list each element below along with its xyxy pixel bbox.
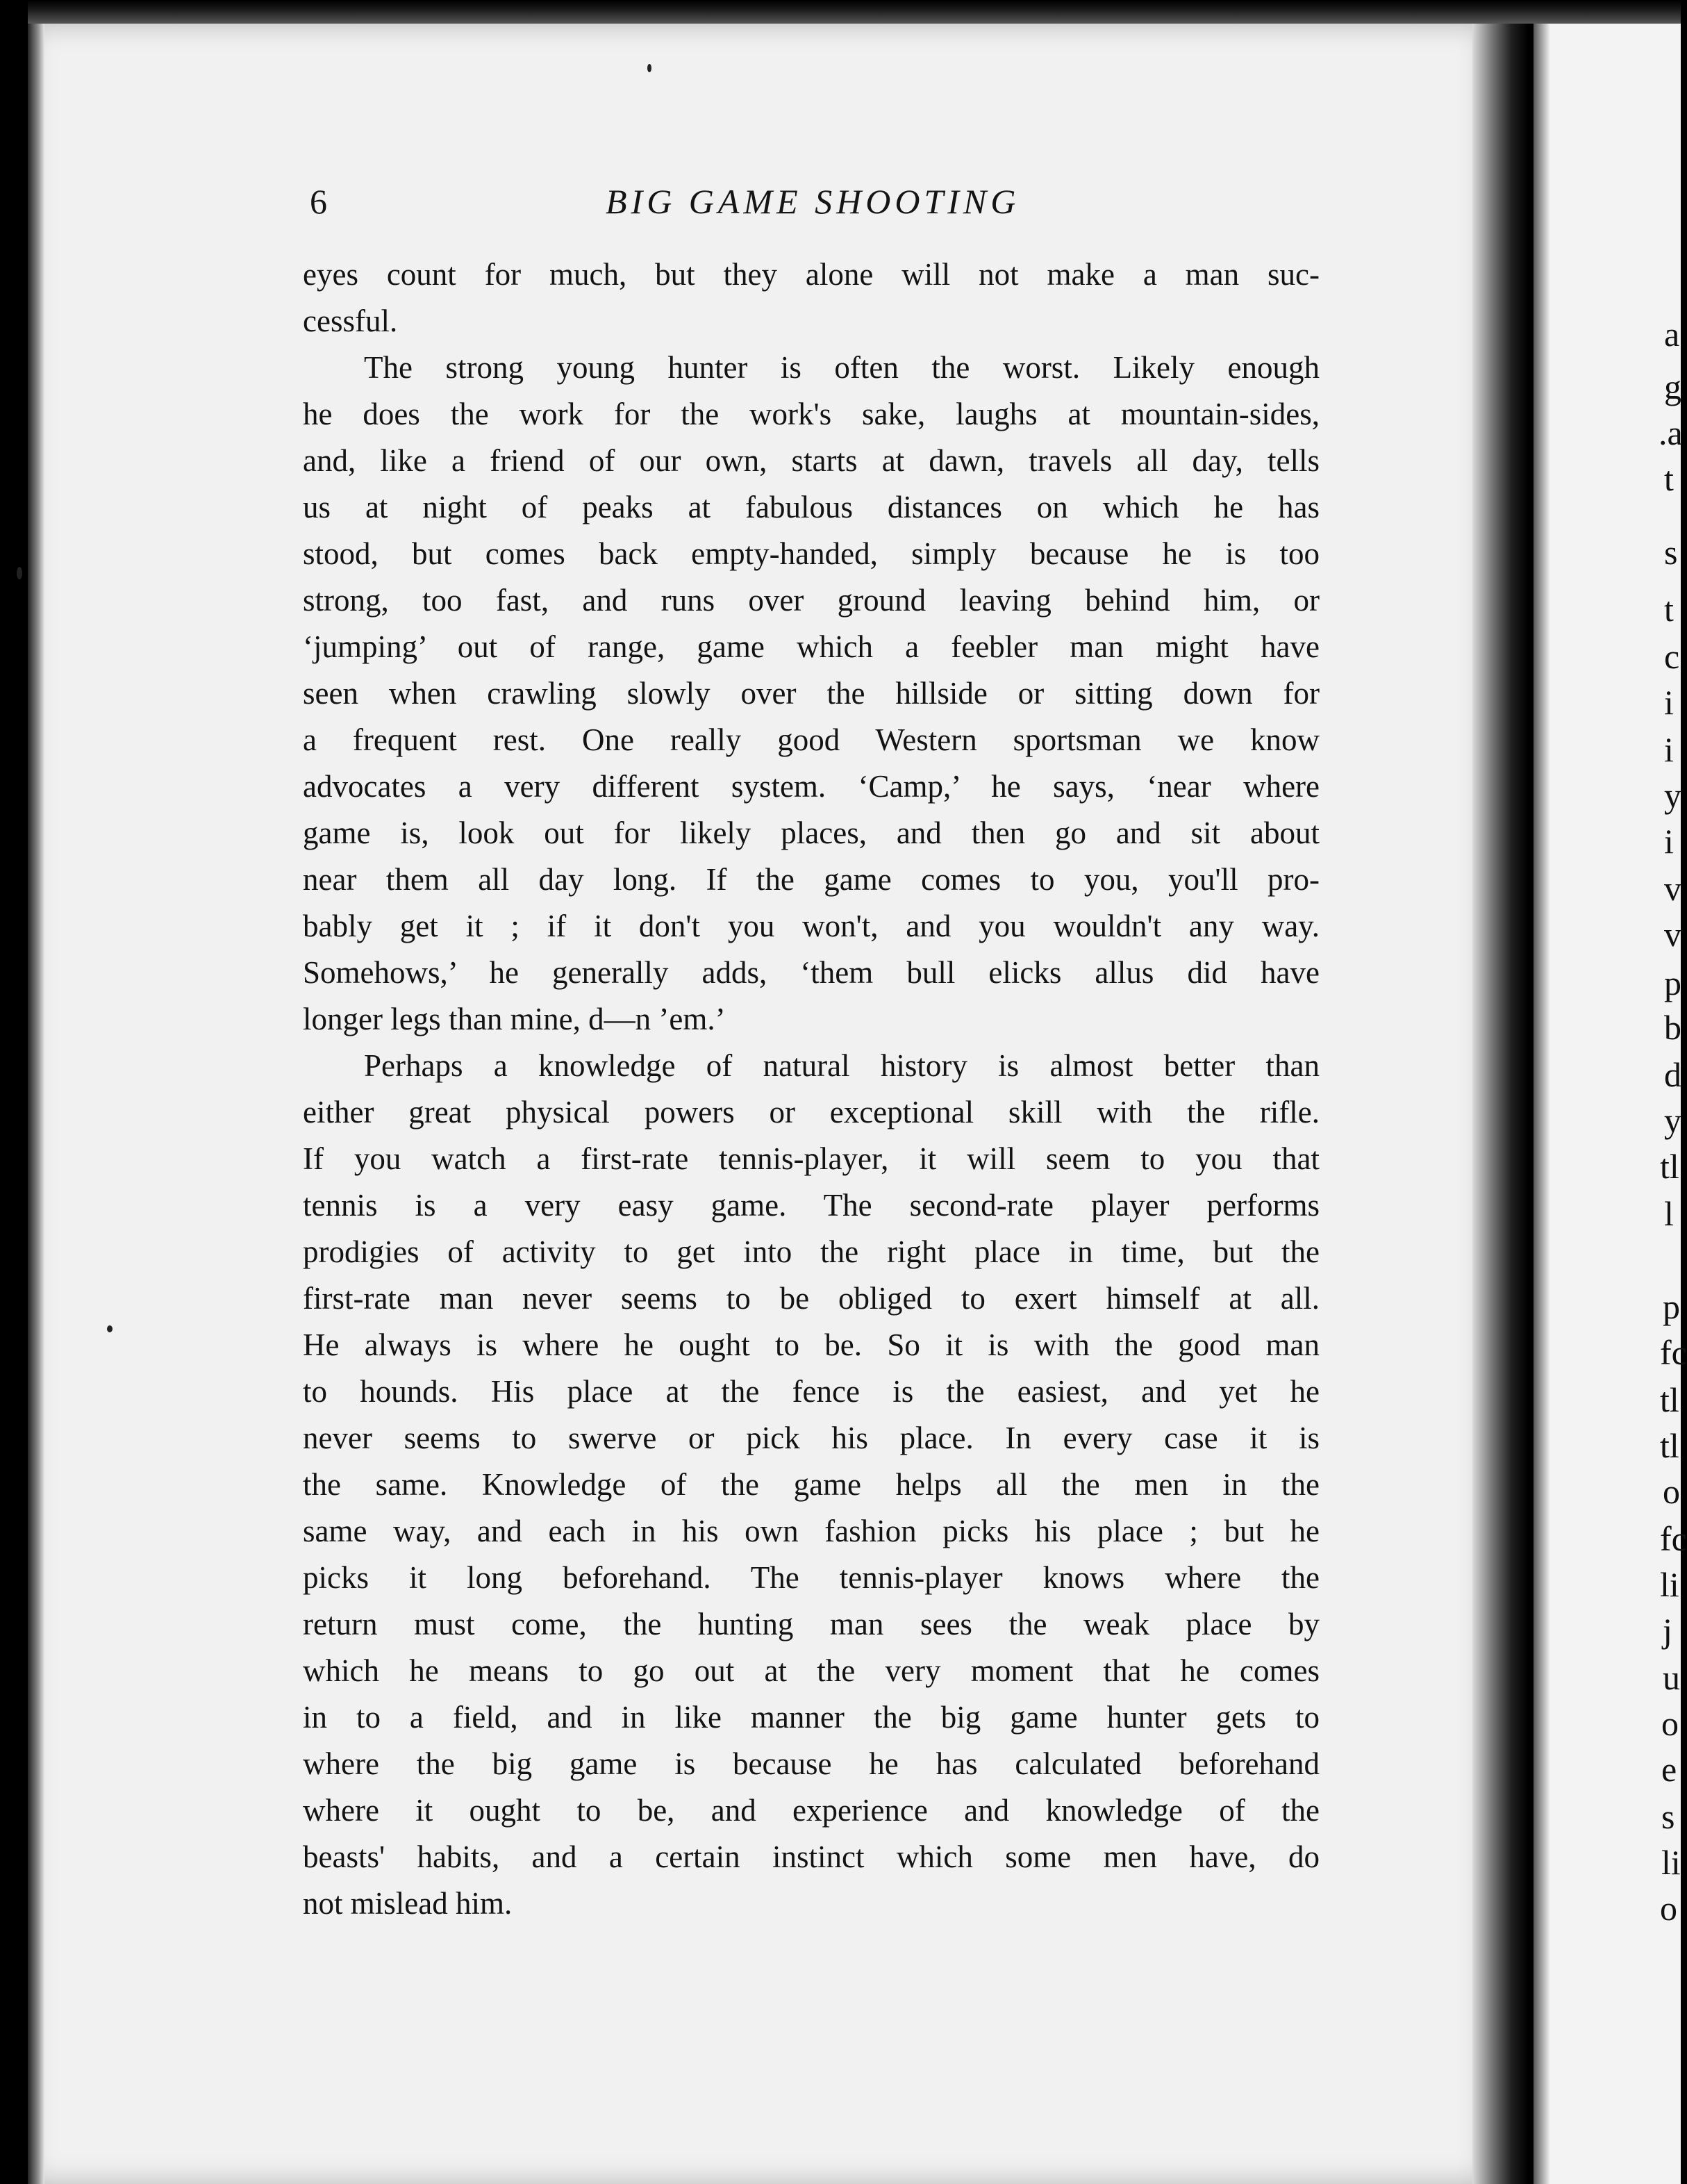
next-page-fragment: l: [1664, 1194, 1674, 1233]
text-line: which he means to go out at the very moment that he comes: [303, 1653, 1320, 1688]
text-line: where it ought to be, and experience and knowledge of the: [303, 1793, 1320, 1828]
next-page-fragment: d: [1664, 1055, 1681, 1094]
next-page-fragment: i: [1664, 822, 1674, 861]
next-page-fragment: a: [1664, 315, 1680, 354]
text-line: strong, too fast, and runs over ground leaving behind him, or: [303, 583, 1320, 618]
right-book-page-fragment: [1534, 24, 1681, 2184]
text-line: The strong young hunter is often the worst. Likely enough: [364, 350, 1320, 385]
text-line: and, like a friend of our own, starts at dawn, travels all day, tells: [303, 443, 1320, 478]
next-page-fragment: g: [1664, 367, 1681, 406]
next-page-fragment: fc: [1660, 1333, 1687, 1372]
scan-top-edge: [28, 0, 1681, 24]
next-page-fragment: i: [1664, 683, 1674, 722]
text-line: cessful.: [303, 304, 398, 338]
text-line: tennis is a very easy game. The second-rate player performs: [303, 1188, 1320, 1223]
text-line: us at night of peaks at fabulous distances on which he has: [303, 490, 1320, 524]
next-page-fragment: e: [1661, 1750, 1677, 1789]
next-page-fragment: j: [1663, 1611, 1672, 1650]
text-line: seen when crawling slowly over the hillside or sitting down for: [303, 676, 1320, 711]
right-page-edge-shadow: [1534, 24, 1550, 2184]
page-number: 6: [310, 182, 327, 221]
next-page-fragment: i: [1664, 730, 1674, 769]
next-page-fragment: p: [1663, 1287, 1680, 1326]
text-line: ‘jumping’ out of range, game which a feebler man might have: [303, 629, 1320, 664]
next-page-fragment: p: [1664, 963, 1681, 1002]
next-page-fragment: li: [1661, 1843, 1681, 1882]
next-page-fragment: v: [1664, 915, 1681, 954]
next-page-fragment: b: [1664, 1008, 1681, 1047]
next-page-fragment: tl: [1660, 1147, 1679, 1186]
scan-speck: [647, 64, 651, 72]
text-line: either great physical powers or exceptional skill with the rifle.: [303, 1095, 1320, 1130]
next-page-fragment: tl: [1660, 1380, 1679, 1419]
scan-speck: [107, 1325, 113, 1332]
text-line: to hounds. His place at the fence is the easiest, and yet he: [303, 1374, 1320, 1409]
text-line: near them all day long. If the game comes to you, you'll pro-: [303, 862, 1320, 897]
text-line: never seems to swerve or pick his place. In every case it is: [303, 1421, 1320, 1455]
next-page-fragment: tl: [1660, 1426, 1679, 1465]
next-page-fragment: s: [1661, 1797, 1675, 1836]
page-header: [310, 179, 1327, 228]
text-line: stood, but comes back empty-handed, simply because he is too: [303, 536, 1320, 571]
text-line: the same. Knowledge of the game helps all the men in the: [303, 1467, 1320, 1502]
scan-speck: [17, 567, 22, 579]
text-line: If you watch a first-rate tennis-player, it will seem to you that: [303, 1141, 1320, 1176]
text-line: prodigies of activity to get into the right place in time, but the: [303, 1234, 1320, 1269]
page-edge-shadow: [28, 24, 44, 2184]
next-page-fragment: y: [1664, 776, 1681, 815]
next-page-fragment: s: [1664, 533, 1678, 572]
text-line: advocates a very different system. ‘Camp,’ he says, ‘near where: [303, 769, 1320, 804]
next-page-fragment: o: [1660, 1889, 1677, 1928]
text-line: same way, and each in his own fashion picks his place ; but he: [303, 1514, 1320, 1548]
text-line: He always is where he ought to be. So it is with the good man: [303, 1327, 1320, 1362]
text-line: he does the work for the work's sake, laughs at mountain-sides,: [303, 397, 1320, 431]
text-line: return must come, the hunting man sees the weak place by: [303, 1607, 1320, 1641]
text-line: picks it long beforehand. The tennis-player knows where the: [303, 1560, 1320, 1595]
text-line: longer legs than mine, d—n ’em.’: [303, 1002, 726, 1036]
page-body-text: [303, 251, 1320, 1927]
next-page-fragment: t: [1664, 590, 1674, 629]
text-line: in to a field, and in like manner the big game hunter gets to: [303, 1700, 1320, 1735]
next-page-fragment: y: [1664, 1101, 1681, 1140]
next-page-fragment: o: [1661, 1704, 1679, 1743]
next-page-fragment: fc: [1660, 1519, 1687, 1558]
text-line: beasts' habits, and a certain instinct which some men have, do: [303, 1839, 1320, 1874]
next-page-fragment: .a: [1659, 413, 1683, 452]
text-line: Somehows,’ he generally adds, ‘them bull elicks allus did have: [303, 955, 1320, 990]
next-page-fragment: u: [1663, 1658, 1680, 1697]
text-line: first-rate man never seems to be obliged to exert himself at all.: [303, 1281, 1320, 1316]
next-page-fragment: t: [1664, 459, 1674, 498]
text-line: a frequent rest. One really good Western sportsman we know: [303, 722, 1320, 757]
text-line: Perhaps a knowledge of natural history is almost better than: [364, 1048, 1320, 1083]
text-line: eyes count for much, but they alone will not make a man suc-: [303, 257, 1320, 292]
running-head-title: BIG GAME SHOOTING: [606, 182, 1020, 221]
next-page-fragment: c: [1664, 637, 1680, 676]
next-page-fragment: o: [1663, 1472, 1680, 1511]
text-line: not mislead him.: [303, 1886, 513, 1921]
text-line: where the big game is because he has calculated beforehand: [303, 1746, 1320, 1781]
text-line: bably get it ; if it don't you won't, and you wouldn't any way.: [303, 909, 1320, 943]
next-page-fragment: v: [1664, 869, 1681, 908]
text-line: game is, look out for likely places, and then go and sit about: [303, 816, 1320, 850]
next-page-fragment: li: [1660, 1565, 1679, 1604]
book-gutter-shadow: [1472, 24, 1528, 2184]
